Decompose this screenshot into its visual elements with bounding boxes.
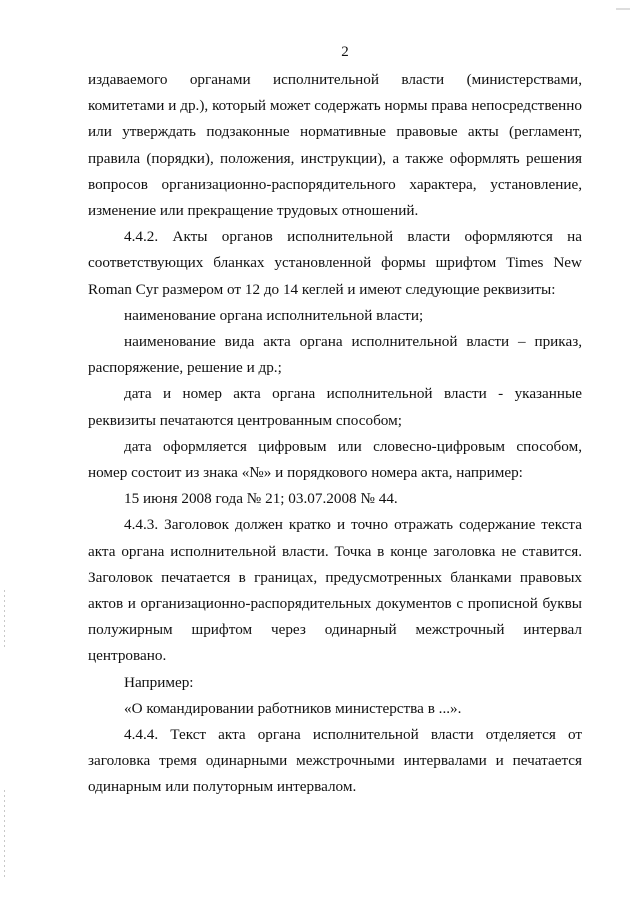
paragraph-4-4-2: 4.4.2. Акты органов исполнительной власти оформляются на соответствующих бланках установленной формы шрифтом Times New Roman Cyr размером от 12 до 14 кеглей и имеют следующие реквизиты: xyxy=(88,228,582,298)
paragraph-4-4-3: 4.4.3. Заголовок должен кратко и точно отражать содержание текста акта органа исполнительной власти. Точка в конце заголовка не ставится. Заголовок печатается в границах, предусмотренных бланками правовых актов и организационно-распорядительных документов с прописной буквы полужирным шрифтом через одинарный межстрочный интервал центровано. xyxy=(88,516,582,665)
example-heading: «О командировании работников министерства в ...». xyxy=(124,699,462,717)
scan-artifact xyxy=(4,590,5,650)
example-label: Например: xyxy=(124,673,194,691)
scan-artifact xyxy=(616,8,630,10)
list-item-date-number: дата и номер акта органа исполнительной власти - указанные реквизиты печатаются центрованным способом; xyxy=(88,385,582,429)
list-item-body-name: наименование органа исполнительной власти; xyxy=(124,306,424,324)
paragraph-4-4-4: 4.4.4. Текст акта органа исполнительной власти отделяется от заголовка тремя одинарными межстрочными интервалами и печатается одинарным или полуторным интервалом. xyxy=(88,726,582,796)
list-item-date-format: дата оформляется цифровым или словесно-цифровым способом, номер состоит из знака «№» и порядкового номера акта, например: xyxy=(88,437,582,482)
list-item-act-type: наименование вида акта органа исполнительной власти – приказ, распоряжение, решение и др.; xyxy=(88,333,582,377)
example-date: 15 июня 2008 года № 21; 03.07.2008 № 44. xyxy=(124,490,398,508)
paragraph-continuation: издаваемого органами исполнительной власти (министерствами, комитетами и др.), который может содержать нормы права непосредственно или утверждать подзаконные нормативные правовые акты (регламент, правила (порядки), положения, инструкции), а также оформлять решения вопросов организационно-распорядительного характера, установление, изменение или прекращение трудовых отношений. xyxy=(88,71,582,220)
scan-artifact xyxy=(4,790,5,880)
page-number: 2 xyxy=(341,44,349,60)
